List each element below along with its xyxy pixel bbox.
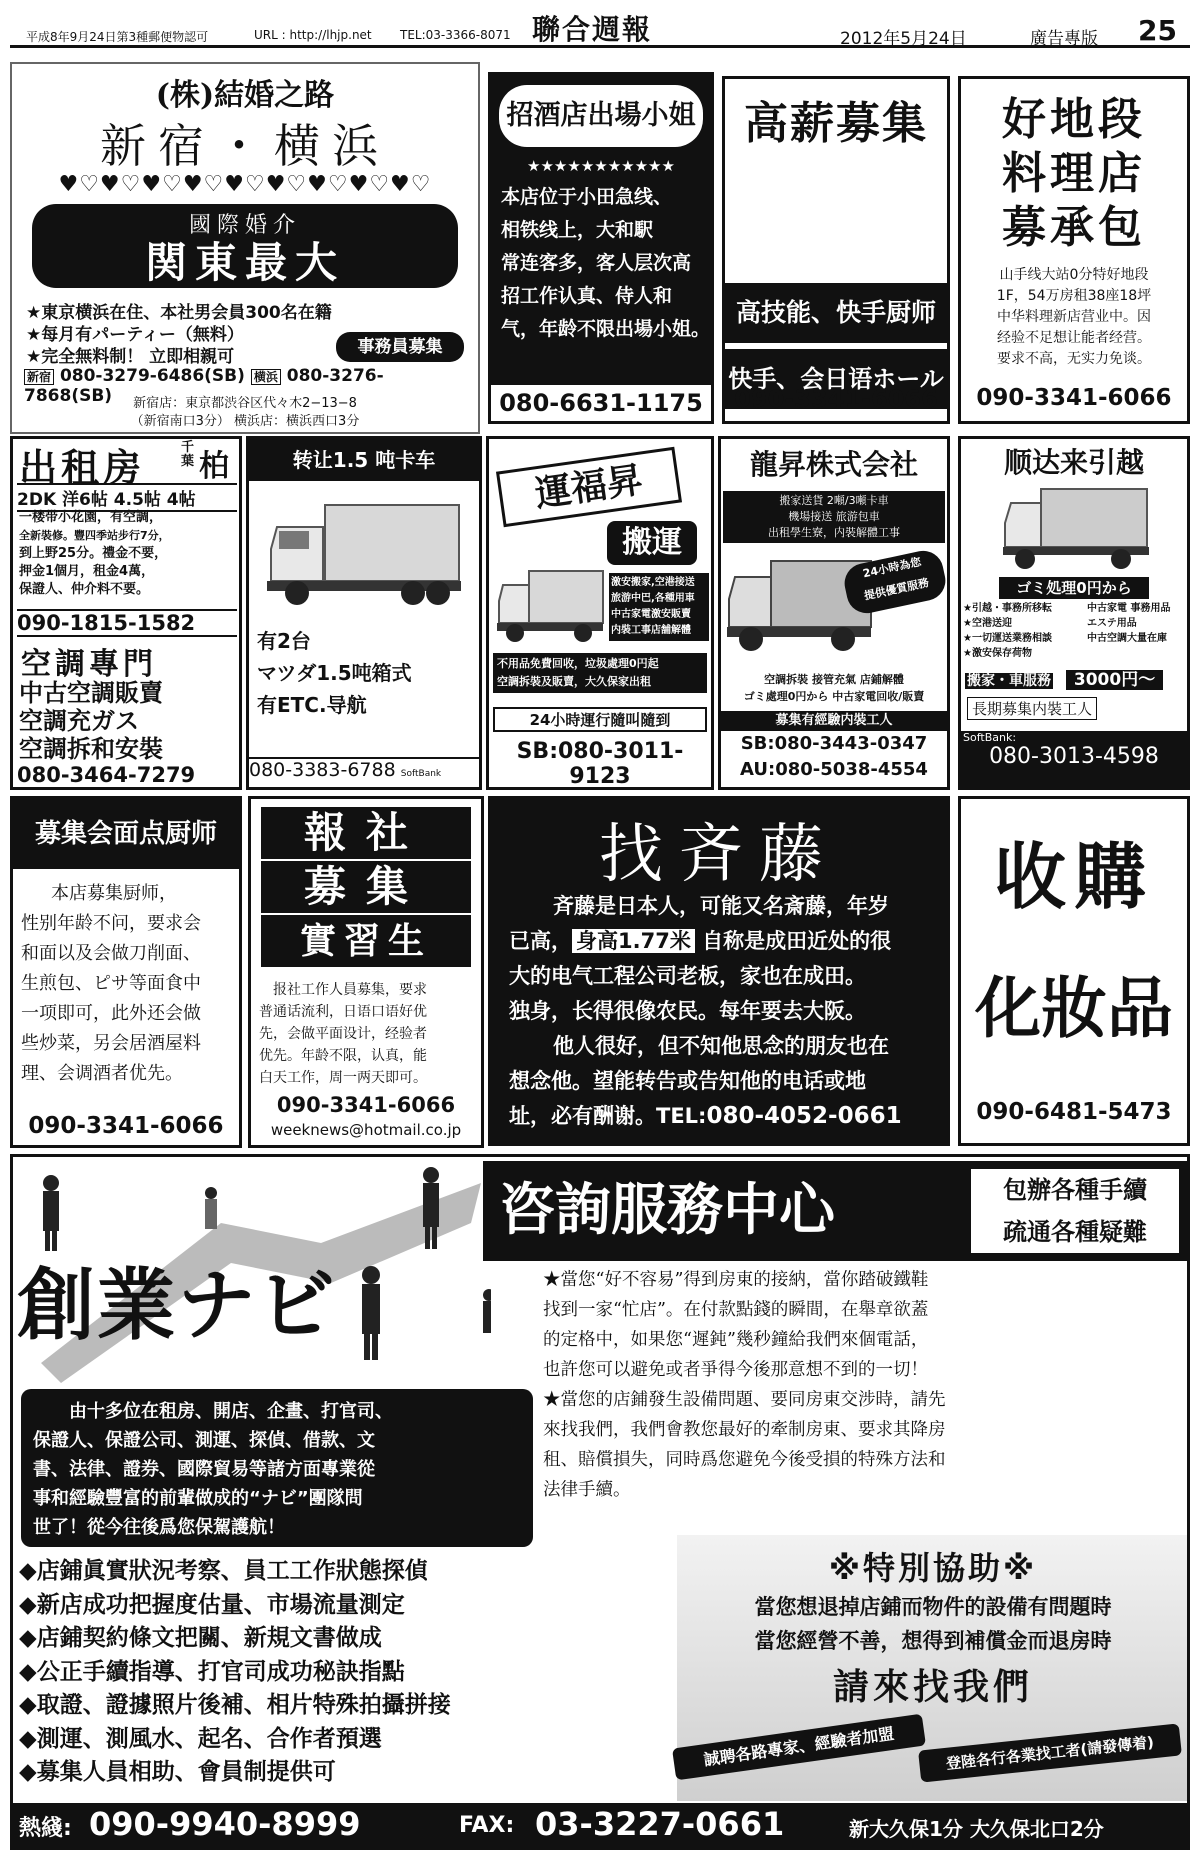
ryusho-recruit: 募集有經驗内裝工人 (721, 711, 947, 731)
truck-sale-title: 转让1.5 吨卡车 (249, 439, 479, 481)
ad-truck-sale (246, 436, 482, 790)
newspaper-line: 优先。年龄不限，认真，能 (259, 1048, 427, 1064)
hostess-tel: 080-6631-1175 (491, 385, 711, 421)
consult-para-line: ★當您的店鋪發生設備問題、要同房東交涉時，請先 (543, 1390, 946, 1410)
hearts-row: ♥♡♥♡♥♡♥♡♥♡♥♡♥♡♥♡♥♡ (58, 172, 432, 197)
ad-newspaper (248, 796, 484, 1148)
consult-para-line: 也許您可以避免或者爭得今後那意想不到的一切！ (543, 1360, 928, 1380)
consult-para-line: ★當您“好不容易”得到房東的接納，當你踏破鐵鞋 (543, 1270, 929, 1290)
ryusho-line: 機場接送 旅游包車 (788, 510, 880, 523)
aircon-line: 空調充ガス (19, 707, 139, 735)
ryusho-title: 龍昇株式会社 (749, 448, 918, 481)
restaurant-line: 中华料理新店营业中。因 (997, 309, 1151, 325)
consult-title: 咨詢服務中心 (483, 1161, 963, 1261)
consult-service: ◆募集人員相助、會員制提供可 (19, 1759, 336, 1785)
newspaper-line: 报社工作人員募集，要求 (273, 982, 427, 998)
marriage-sub: 國際婚介 (188, 213, 301, 238)
hostess-line: 气，年龄不限出場小姐。 (501, 318, 711, 340)
chef-body (21, 879, 201, 1089)
chef-title: 募集会面点厨师 (13, 799, 239, 869)
hotline-number: 090-9940-8999 (89, 1805, 361, 1843)
newspaper-line: 普通话流利，日语口语好优 (259, 1004, 427, 1020)
hotline-label: 熱綫: (19, 1816, 72, 1841)
ad-chef (10, 796, 242, 1148)
aircon-tel: 080-3464-7279 (17, 763, 196, 787)
marriage-addr2: （新宿南口3分） 横浜店：横浜西口3分 (130, 414, 360, 429)
newspaper-title1: 報社 (261, 807, 471, 859)
truck-illustration (1001, 483, 1151, 573)
chef-line: 一项即可，此外还会做 (21, 1003, 201, 1024)
marriage-big: 関東最大 (144, 238, 345, 287)
unfuku-note: 空調拆裝及販賣，大久保家出租 (497, 675, 651, 688)
rental-tel: 090-1815-1582 (17, 609, 237, 637)
junda-price-label: 搬家・車服務 (967, 673, 1051, 689)
yokohama-tel: 080-3276-7868(SB) (24, 366, 384, 406)
hostess-line: 本店位于小田急线、 (501, 186, 673, 208)
ad-junda (958, 436, 1190, 790)
newspaper-line: 白天工作，周一两天即可。 (259, 1070, 427, 1086)
chef-line: 生煎包、ピサ等面食中 (21, 973, 201, 994)
special-line2: 當您經營不善，想得到補償金而退房時 (754, 1629, 1112, 1653)
ryusho-services (721, 671, 947, 705)
truck-sale-carrier: SoftBank (400, 769, 442, 779)
marriage-line2: ★每月有パーティー（無料） (26, 325, 244, 345)
consult-intro-line: 保證人、保證公司、測運、探偵、借款、文 (33, 1430, 375, 1451)
shinjuku-tel: 080-3279-6486(SB) (59, 366, 245, 386)
hostess-stars: ★★★★★★★★★★★ (527, 157, 675, 175)
consult-para-line: 來找我們，我們會教您最好的牽制房東、要求其降房 (543, 1420, 946, 1440)
truck-sale-line: 有ETC.导航 (257, 693, 367, 717)
ryusho-badge-line: 提供優質服務 (862, 576, 931, 603)
junda-carrier: SoftBank: (963, 731, 1017, 744)
chef-line: 理、会调酒者优先。 (21, 1063, 183, 1084)
chef-tel: 090-3341-6066 (28, 1113, 224, 1139)
page-header (10, 8, 1190, 48)
consult-intro-line: 由十多位在租房、開店、企畫、打官司、 (69, 1401, 393, 1422)
saito-line: 址，必有酬谢。TEL:080-4052-0661 (509, 1103, 902, 1129)
special-line1: 當您想退掉店鋪而物件的設備有問題時 (754, 1595, 1112, 1619)
cosmetics-title2: 化妝品 (975, 970, 1173, 1047)
marriage-recruit-badge: 事務員募集 (336, 332, 464, 362)
truck-sale-tel: 080-3383-6788 (249, 759, 396, 781)
consult-tags (963, 1161, 1187, 1261)
consult-paragraph (543, 1265, 946, 1505)
consult-service: ◆測運、測風水、起名、合作者預選 (19, 1725, 382, 1752)
junda-price-row (965, 665, 1183, 690)
chef-line: 些炒菜，另会居酒屋料 (21, 1033, 201, 1054)
hostess-body (501, 181, 710, 346)
restaurant-tel: 090-3341-6066 (976, 385, 1172, 411)
unfuku-note: 不用品免費回收，垃圾處理0円起 (497, 657, 659, 670)
unfuku-services (609, 573, 709, 641)
marriage-city: 新宿・横浜 (100, 119, 390, 173)
header-permit: 平成8年9月24日第3種郵便物認可 (26, 30, 209, 44)
junda-service: ★一切運送業務相談 (963, 633, 1052, 644)
junda-price: 3000円〜 (1066, 670, 1163, 690)
rental-body (19, 509, 170, 599)
rental-title: 出租房 (19, 446, 146, 490)
hostess-line: 相铁线上，大和駅 (501, 219, 654, 241)
highpay-line1: 高技能、快手厨师 (725, 283, 947, 343)
header-url: URL : http://lhjp.net (254, 28, 372, 42)
aircon-line: 空調拆和安裝 (19, 735, 163, 763)
hostess-title: 招酒店出場小姐 (499, 85, 703, 147)
junda-service: ★引越・事務所移転 (963, 603, 1052, 614)
special-title: ※特別協助※ (828, 1549, 1038, 1587)
consult-intro-line: 事和經驗豐富的前輩做成的“ナビ”團隊問 (33, 1488, 363, 1509)
junda-services (963, 601, 1052, 661)
ryusho-service: 空調拆裝 接管充氣 店鋪解體 (764, 673, 904, 686)
junda-recruit: 長期募集内裝工人 (967, 697, 1097, 720)
chef-line: 和面以及会做刀削面、 (21, 943, 201, 964)
restaurant-line: 1F，54万房租38座18坪 (996, 288, 1152, 304)
rental-line: 到上野25分。禮金不要， (19, 546, 168, 561)
saito-height: 身高1.77米 (572, 929, 695, 953)
truck-illustration (263, 499, 463, 609)
ryusho-badge-line: 24小時為您 (861, 555, 923, 581)
consult-para-line: 租、賠償損失，同時爲您避免今後受損的特殊方法和 (543, 1450, 946, 1470)
saito-title: 找斉藤 (599, 818, 839, 892)
saito-line: 独身，长得很像农民。每年要去大阪。 (509, 999, 866, 1023)
ryusho-service: ゴミ處理0円から 中古家電回收/販賣 (743, 690, 925, 703)
newspaper-title3: 實習生 (261, 915, 471, 967)
newspaper-body (259, 979, 427, 1089)
junda-services-right (1087, 601, 1170, 646)
marriage-line3: ★完全無料制！ 立即相親可 (26, 347, 235, 367)
ad-moving-unfuku (486, 436, 714, 790)
junda-tel: 080-3013-4598 (989, 744, 1159, 769)
fax-label: FAX: (459, 1813, 515, 1838)
newspaper-name: 聯合週報 (532, 13, 653, 46)
chef-line: 性别年龄不问，要求会 (21, 913, 201, 934)
consult-intro (21, 1389, 533, 1547)
cosmetics-tel: 090-6481-5473 (976, 1099, 1172, 1125)
saito-line: 斉藤是日本人，可能又名斎藤，年岁 (553, 894, 889, 918)
junda-service: ★空港送迎 (963, 618, 1012, 629)
shinjuku-tag: 新宿 (24, 369, 54, 385)
ryusho-tel2: AU:080-5038-4554 (740, 759, 928, 780)
consult-para-line: 法律手續。 (543, 1480, 631, 1500)
header-date: 2012年5月24日 (840, 29, 967, 49)
aircon-title: 空調專門 (21, 647, 157, 682)
junda-service: エステ用品 (1087, 618, 1137, 629)
consult-service: ◆取證、證據照片後補、相片特殊拍攝拼接 (19, 1692, 451, 1718)
restaurant-line: 山手线大站0分特好地段 (999, 267, 1149, 283)
consult-tag: 疏通各種疑難 (1003, 1218, 1147, 1246)
highpay-title: 高薪募集 (744, 98, 928, 149)
consult-tag-box (969, 1167, 1181, 1255)
aircon-lines (19, 679, 163, 763)
page-number: 25 (1138, 14, 1177, 47)
newspaper-email: weeknews@hotmail.co.jp (270, 1121, 462, 1139)
rental-title-small: 千葉 (181, 440, 195, 469)
unfuku-service: 旅游中巴,各種用車 (611, 593, 695, 604)
ad-saito (488, 796, 950, 1146)
consult-services (19, 1555, 451, 1790)
ryusho-info (723, 491, 945, 543)
ryusho-tel1: SB:080-3443-0347 (740, 733, 928, 754)
marriage-line1: ★東京横浜在住、本社男会員300名在籍 (26, 303, 332, 323)
newspaper-title2: 募集 (261, 861, 471, 913)
marriage-addr1: 新宿店：東京都渋谷区代々木2−13−8 (133, 396, 357, 411)
ad-hostess (488, 72, 714, 424)
ryusho-line: 搬家送貨 2噸/3噸卡車 (779, 494, 889, 507)
consult-service: ◆新店成功把握度估量、市場流量測定 (19, 1591, 405, 1618)
consult-special-box (677, 1535, 1189, 1801)
saito-tel: 080-4052-0661 (706, 1103, 902, 1129)
unfuku-service: 中古家電激安販賣 (611, 609, 691, 620)
unfuku-sub: 搬運 (607, 521, 697, 565)
consult-service: ◆店鋪眞實狀況考察、員工工作狀態探偵 (19, 1558, 428, 1584)
ad-marriage (10, 62, 480, 434)
special-slant1: 誠聘各路專家、經驗者加盟 (672, 1714, 926, 1781)
special-line3: 請來找我們 (832, 1667, 1033, 1708)
saito-line: 大的电气工程公司老板，家也在成田。 (509, 964, 866, 988)
truck-sale-line: マツダ1.5吨箱式 (257, 661, 412, 685)
junda-footer (961, 731, 1187, 787)
special-slant2: 登陸各行各業找工者(請發傳着) (918, 1723, 1182, 1782)
restaurant-title3: 募承包 (1002, 202, 1146, 253)
junda-service: ★激安保存荷物 (963, 648, 1032, 659)
header-tel: TEL:03-3366-8071 (400, 28, 511, 42)
unfuku-hours: 24小時運行隨叫隨到 (493, 707, 707, 732)
consult-service: ◆店鋪契約條文把關、新規文書做成 (19, 1625, 382, 1651)
consult-tag: 包辦各種手續 (1003, 1176, 1147, 1204)
unfuku-service: 内裝工事店舗解體 (611, 625, 691, 636)
unfuku-notes (493, 653, 707, 693)
unfuku-title: 運福昇 (496, 447, 682, 528)
unfuku-service: 激安搬家,空港接送 (611, 577, 695, 588)
truck-illustration (495, 567, 605, 647)
ad-rental (10, 436, 242, 790)
highpay-line2: 快手、会日语ホール (725, 349, 947, 409)
rental-line: 押金1個月，租金4萬， (19, 564, 155, 579)
cosmetics-title1: 收購 (993, 835, 1154, 919)
saito-body (509, 889, 902, 1134)
ad-highpay (722, 76, 950, 424)
rental-spec: 2DK 洋6帖 4.5帖 4帖 (17, 483, 237, 512)
rental-line: 全新裝修。豐四季站步行7分， (19, 529, 170, 542)
consult-para-line: 的定格中，如果您“遲鈍”幾秒鐘給我們來個電話， (543, 1330, 929, 1350)
chef-line: 本店募集厨师， (51, 883, 177, 904)
consult-footer (13, 1803, 1187, 1847)
fax-number: 03-3227-0661 (535, 1805, 785, 1843)
unfuku-tel: SB:080-3011-9123 (516, 739, 684, 789)
newspaper-tel: 090-3341-6066 (276, 1093, 456, 1117)
truck-sale-body (257, 625, 412, 721)
ad-restaurant (958, 76, 1190, 424)
restaurant-line: 要求不高，无实力免谈。 (997, 351, 1151, 367)
junda-service: 中古空調大量在庫 (1087, 633, 1167, 644)
saito-line: 想念他。望能转告或告知他的电话或地 (509, 1069, 866, 1093)
ad-consult (10, 1154, 1190, 1850)
aircon-line: 中古空調販賣 (19, 679, 163, 707)
restaurant-title2: 料理店 (1002, 148, 1146, 199)
ryusho-line: 出租學生寮，内裝解體工事 (768, 526, 900, 539)
marriage-company: (株)結婚之路 (155, 78, 335, 113)
ad-cosmetics (958, 796, 1190, 1146)
restaurant-line: 经验不足想让能者经营。 (997, 330, 1151, 346)
ad-ryusho (718, 436, 950, 790)
hostess-line: 招工作认真、侍人和 (501, 285, 673, 307)
junda-service: 中古家電 事務用品 (1087, 603, 1171, 614)
access-info: 新大久保1分 大久保北口2分 (849, 1817, 1104, 1841)
highpay-tel: 090-3341-6066 (734, 385, 938, 413)
restaurant-title1: 好地段 (1002, 94, 1146, 145)
saito-line: 他人很好，但不知他思念的朋友也在 (553, 1034, 889, 1058)
consult-service: ◆公正手續指導、打官司成功秘訣指點 (19, 1658, 405, 1685)
newspaper-line: 先，会做平面设计，经验者 (259, 1026, 427, 1042)
hostess-line: 常连客多，客人层次高 (501, 252, 692, 274)
rental-line: 一楼带小花園，有空調， (19, 510, 163, 525)
saito-line: 已高， 身高1.77米 自称是成田近处的很 (509, 929, 892, 953)
junda-free: ゴミ処理0円から (999, 577, 1149, 599)
rental-title-side: 柏 (199, 449, 229, 484)
marriage-banner (32, 204, 458, 288)
rental-line: 保證人、仲介料不要。 (19, 582, 150, 597)
truck-sale-line: 有2台 (257, 629, 311, 653)
junda-title: 顺达来引越 (1003, 446, 1144, 479)
consult-intro-line: 世了！從今往後爲您保駕護航！ (33, 1517, 285, 1538)
consult-brand: 創業ナビ (17, 1260, 338, 1351)
consult-para-line: 找到一家“忙店”。在付款點錢的瞬間，在舉章欲蓋 (543, 1300, 929, 1320)
truck-sale-footer (249, 757, 479, 781)
header-section: 廣告專版 (1030, 29, 1098, 49)
yokohama-tag: 横浜 (251, 369, 281, 385)
restaurant-body (961, 265, 1187, 370)
consult-intro-line: 書、法律、證券、國際貿易等諸方面專業從 (33, 1459, 375, 1480)
